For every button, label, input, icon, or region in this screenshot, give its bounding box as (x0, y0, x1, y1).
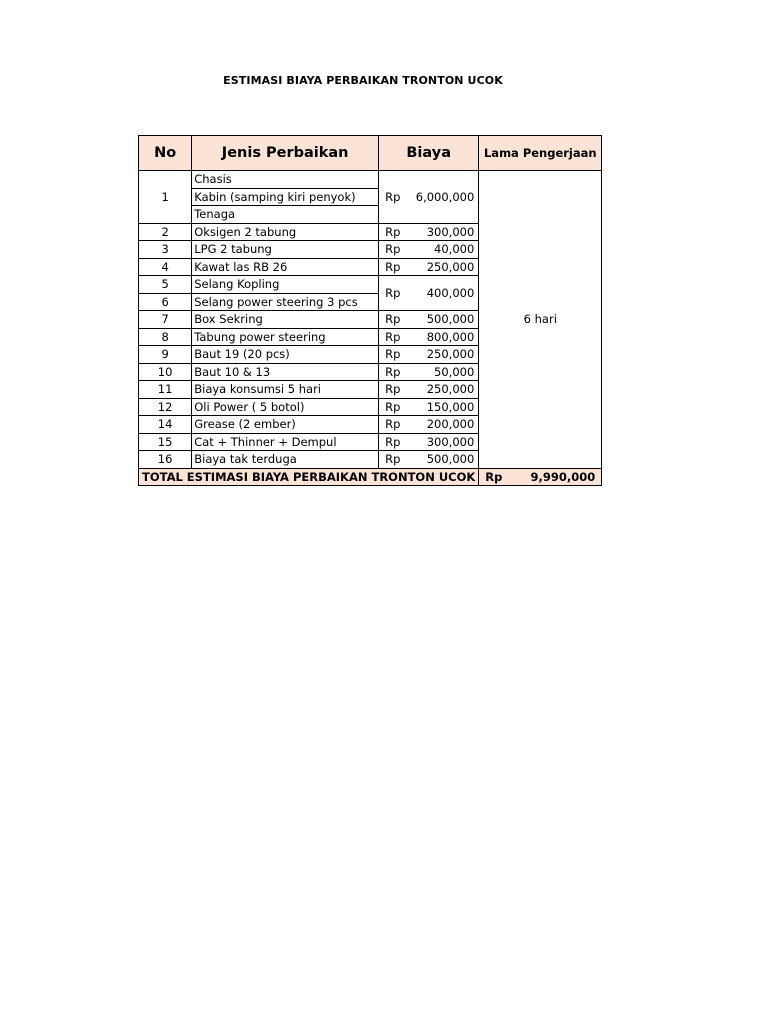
row-item: Tabung power steering (192, 328, 379, 346)
currency-label: Rp (385, 364, 401, 379)
row-no: 8 (139, 328, 192, 346)
row-no: 9 (139, 346, 192, 364)
currency-label: Rp (385, 399, 401, 414)
biaya-wrap (379, 434, 478, 450)
row-no: 5 (139, 276, 192, 294)
biaya-cell (379, 223, 479, 241)
row-item: Selang power steering 3 pcs (192, 293, 379, 311)
biaya-wrap (379, 224, 478, 240)
row-item: Biaya konsumsi 5 hari (192, 381, 379, 399)
currency-label: Rp (385, 312, 401, 327)
biaya-cell (379, 398, 479, 416)
row-item: Oksigen 2 tabung (192, 223, 379, 241)
biaya-wrap (379, 381, 478, 397)
row-no: 14 (139, 416, 192, 434)
total-currency: Rp (485, 469, 503, 484)
amount-value: 300,000 (426, 224, 475, 239)
amount-value: 40,000 (434, 242, 475, 257)
row-item: Selang Kopling (192, 276, 379, 294)
biaya-cell (379, 171, 479, 224)
biaya-wrap (379, 399, 478, 415)
row-no: 15 (139, 433, 192, 451)
row-no: 12 (139, 398, 192, 416)
total-value-cell (479, 468, 602, 486)
header-no: No (139, 136, 192, 171)
row-item: Box Sekring (192, 311, 379, 329)
biaya-wrap (379, 416, 478, 432)
biaya-cell (379, 433, 479, 451)
currency-label: Rp (385, 329, 401, 344)
biaya-cell (379, 258, 479, 276)
biaya-cell (379, 416, 479, 434)
biaya-wrap (379, 451, 478, 467)
row-item: LPG 2 tabung (192, 241, 379, 259)
biaya-wrap (379, 346, 478, 362)
biaya-wrap (379, 329, 478, 345)
currency-label: Rp (385, 189, 401, 204)
row-item: Cat + Thinner + Dempul (192, 433, 379, 451)
biaya-wrap (379, 259, 478, 275)
row-item: Tenaga (192, 206, 379, 224)
currency-label: Rp (385, 382, 401, 397)
biaya-cell (379, 241, 479, 259)
row-no: 16 (139, 451, 192, 469)
header-jenis-perbaikan: Jenis Perbaikan (192, 136, 379, 171)
total-row (139, 468, 602, 486)
estimate-table (138, 135, 602, 486)
lama-pengerjaan-value: 6 hari (479, 171, 602, 469)
currency-label: Rp (385, 259, 401, 274)
biaya-cell (379, 381, 479, 399)
amount-value: 500,000 (426, 452, 475, 467)
amount-value: 200,000 (426, 417, 475, 432)
amount-value: 300,000 (426, 434, 475, 449)
row-no: 2 (139, 223, 192, 241)
row-item: Grease (2 ember) (192, 416, 379, 434)
row-no: 4 (139, 258, 192, 276)
amount-value: 6,000,000 (415, 189, 475, 204)
biaya-cell (379, 346, 479, 364)
currency-label: Rp (385, 434, 401, 449)
row-item: Chasis (192, 171, 379, 189)
table-row (139, 171, 602, 189)
total-wrap (479, 469, 601, 485)
biaya-cell (379, 451, 479, 469)
amount-value: 400,000 (426, 286, 475, 300)
biaya-wrap (379, 285, 478, 301)
biaya-cell (379, 363, 479, 381)
row-item: Baut 19 (20 pcs) (192, 346, 379, 364)
document-title: ESTIMASI BIAYA PERBAIKAN TRONTON UCOK (223, 74, 503, 87)
header-biaya: Biaya (379, 136, 479, 171)
biaya-wrap (379, 241, 478, 257)
row-no: 6 (139, 293, 192, 311)
biaya-wrap (379, 364, 478, 380)
header-lama-pengerjaan: Lama Pengerjaan (479, 136, 602, 171)
row-no: 10 (139, 363, 192, 381)
amount-value: 250,000 (426, 347, 475, 362)
biaya-cell (379, 276, 479, 311)
biaya-cell (379, 311, 479, 329)
currency-label: Rp (385, 224, 401, 239)
currency-label: Rp (385, 347, 401, 362)
currency-label: Rp (385, 452, 401, 467)
biaya-cell (379, 328, 479, 346)
total-amount: 9,990,000 (530, 469, 596, 484)
currency-label: Rp (385, 417, 401, 432)
row-item: Biaya tak terduga (192, 451, 379, 469)
currency-label: Rp (385, 242, 401, 257)
row-no: 3 (139, 241, 192, 259)
row-item: Baut 10 & 13 (192, 363, 379, 381)
amount-value: 150,000 (426, 399, 475, 414)
amount-value: 500,000 (426, 312, 475, 327)
row-item: Kawat las RB 26 (192, 258, 379, 276)
row-item: Oli Power ( 5 botol) (192, 398, 379, 416)
row-no: 7 (139, 311, 192, 329)
amount-value: 50,000 (434, 364, 475, 379)
biaya-wrap (379, 189, 478, 205)
biaya-wrap (379, 311, 478, 327)
total-label: TOTAL ESTIMASI BIAYA PERBAIKAN TRONTON UCOK (139, 468, 479, 486)
amount-value: 250,000 (426, 259, 475, 274)
amount-value: 250,000 (426, 382, 475, 397)
row-item: Kabin (samping kiri penyok) (192, 188, 379, 206)
amount-value: 800,000 (426, 329, 475, 344)
row-no: 1 (139, 171, 192, 224)
table-header-row (139, 136, 602, 171)
currency-label: Rp (385, 286, 401, 300)
row-no: 11 (139, 381, 192, 399)
